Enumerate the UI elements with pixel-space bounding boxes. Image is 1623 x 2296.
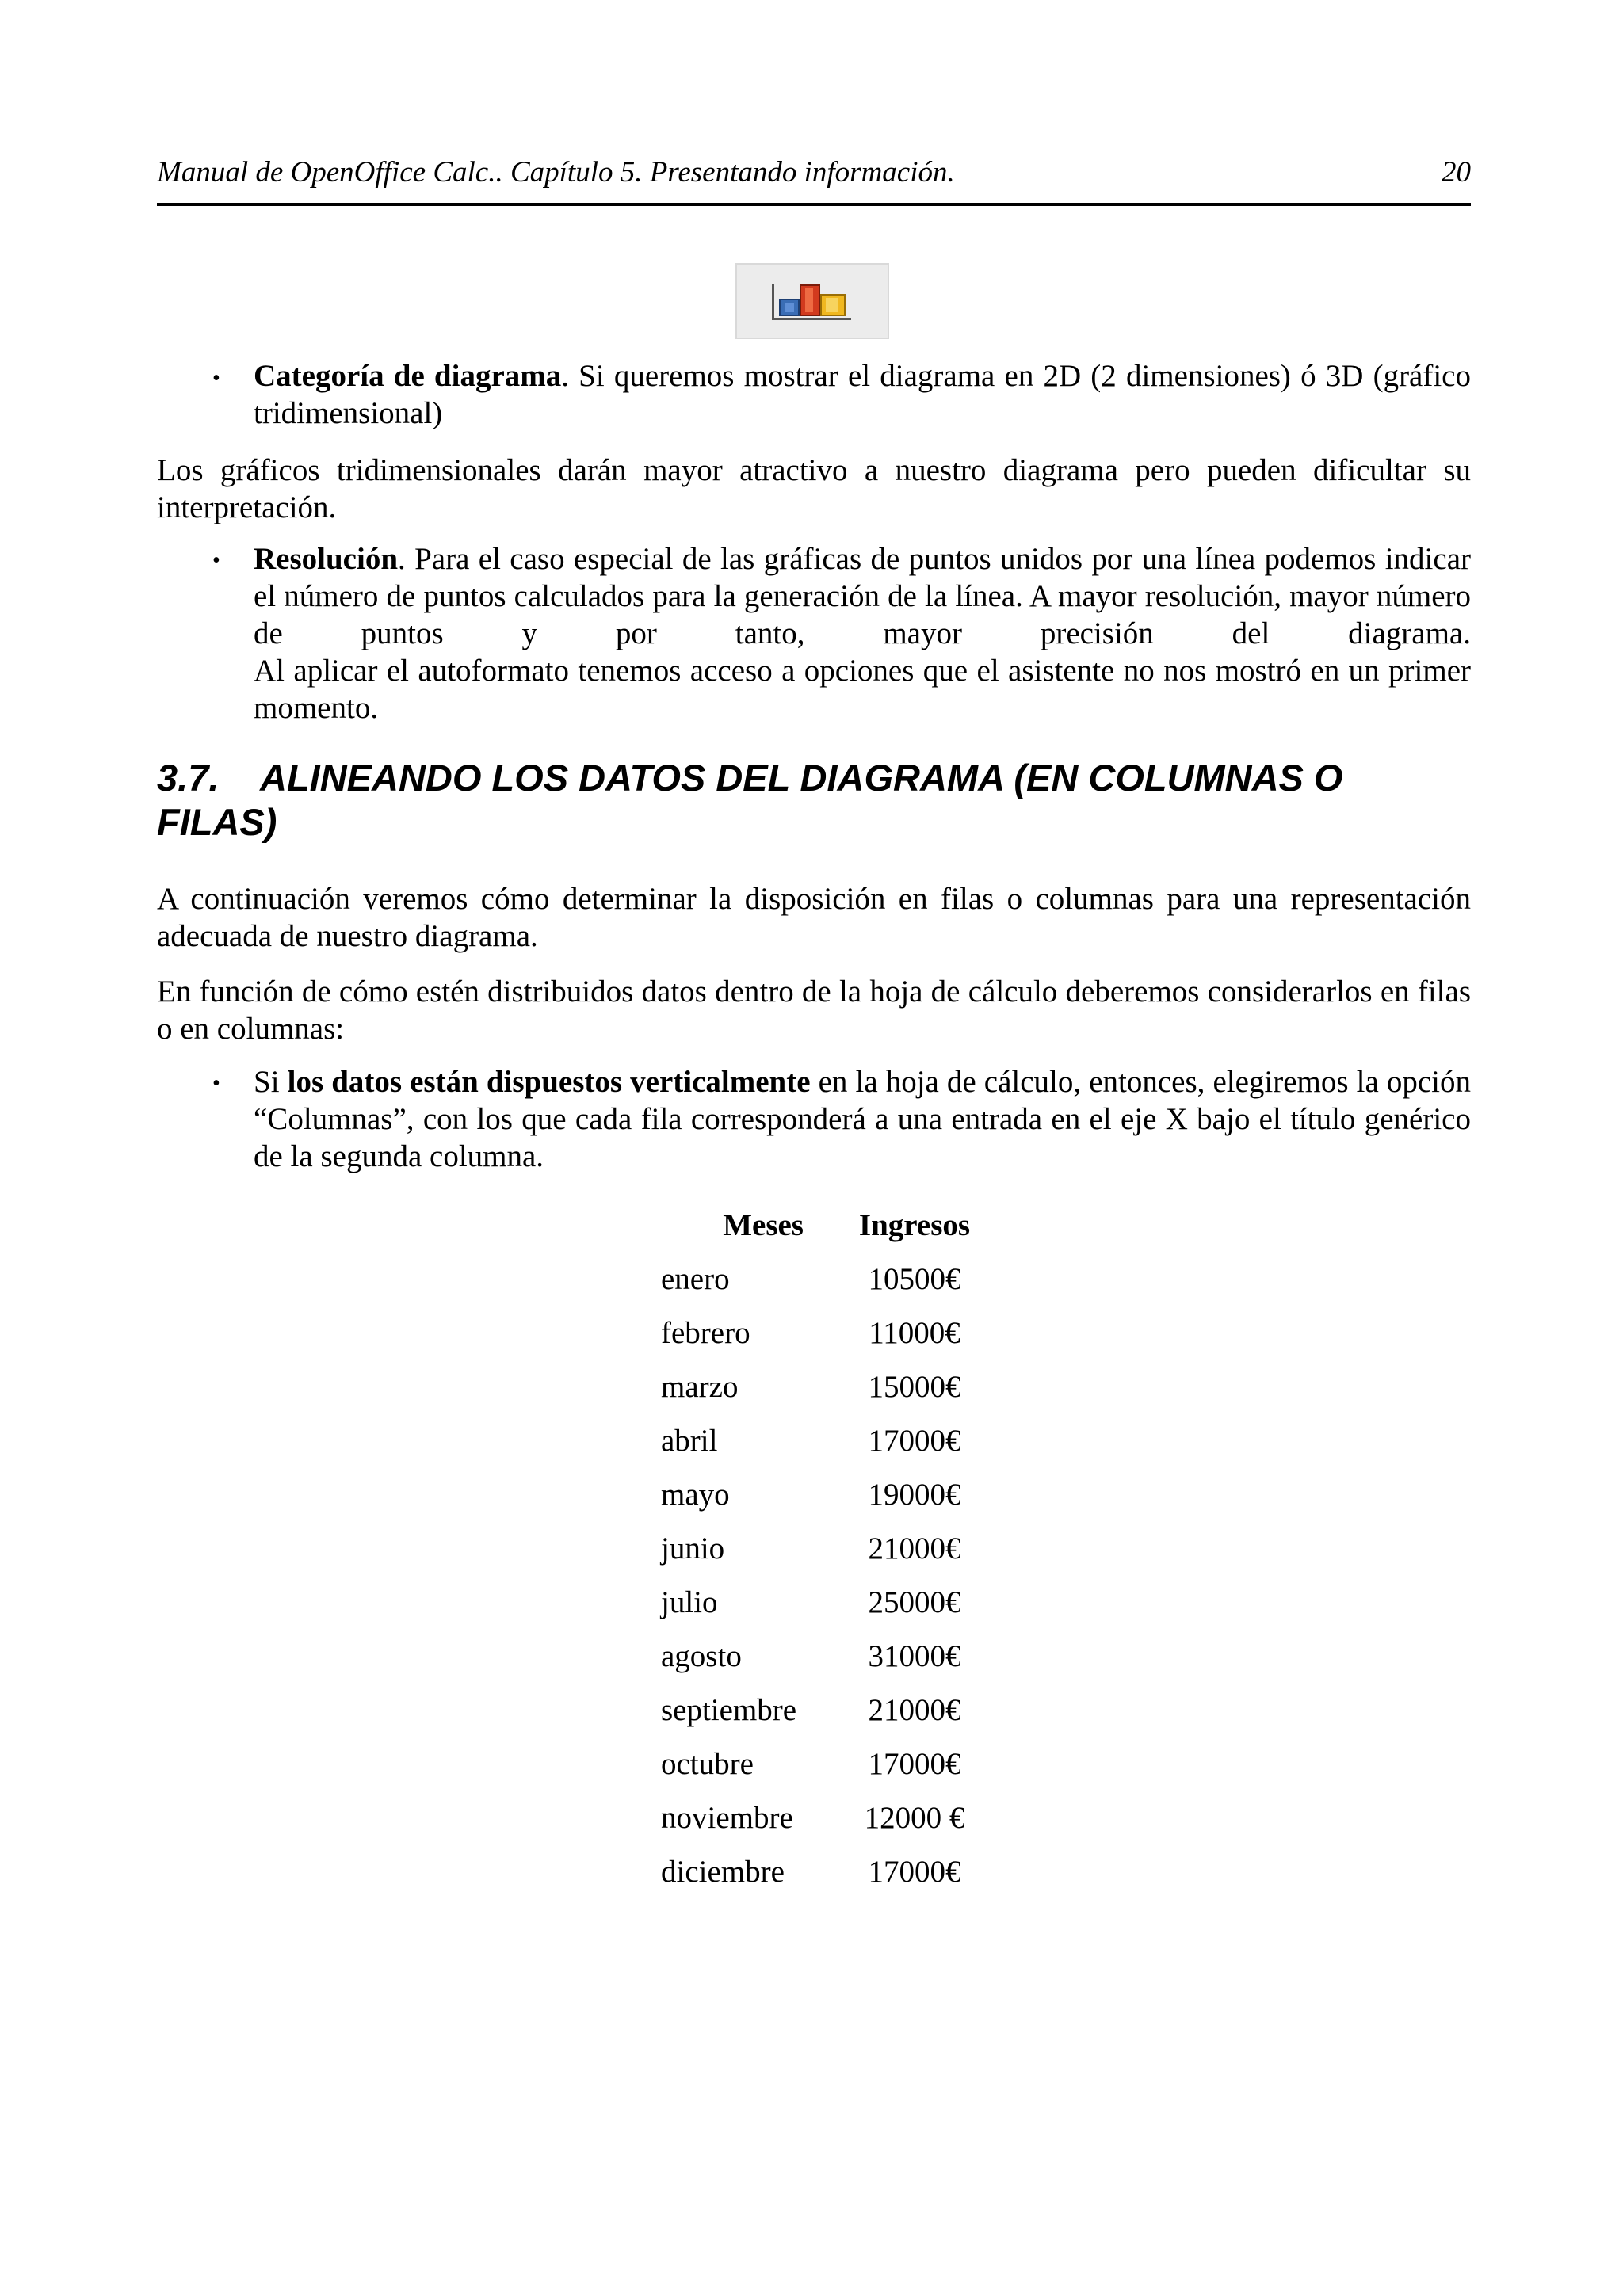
- paragraph-3d: Los gráficos tridimensionales darán mayor atractivo a nuestro diagrama pero pueden dificultar su interpretación.: [157, 453, 1471, 524]
- section-heading: [157, 756, 1471, 845]
- bullet-vertical-term: los datos están dispuestos verticalmente: [287, 1065, 811, 1099]
- page-number: 20: [1442, 156, 1471, 189]
- month-cell: mayo: [661, 1477, 730, 1512]
- bullet-resolucion-p2: Al aplicar el autoformato tenemos acceso a opciones que el asistente no nos mostró en un primer momento.: [254, 654, 1471, 725]
- header-title: Manual de OpenOffice Calc.. Capítulo 5. Presentando información.: [157, 156, 955, 189]
- income-cell: 10500€: [868, 1261, 961, 1296]
- table-row: [656, 1737, 994, 1791]
- income-cell: 19000€: [868, 1477, 961, 1512]
- table-row: [656, 1683, 994, 1737]
- bullet-resolucion-p1: [254, 540, 1471, 652]
- page-header: [157, 155, 1471, 206]
- table-row: [656, 1791, 994, 1844]
- income-cell: 17000€: [868, 1854, 961, 1889]
- chart-bar-icon-graphic: [737, 265, 891, 341]
- month-cell: agosto: [661, 1638, 742, 1673]
- paragraph-intro: A continuación veremos cómo determinar la disposición en filas o columnas para una representación adecuada de nuestro diagrama.: [157, 882, 1471, 953]
- table-row: [656, 1413, 994, 1467]
- income-cell: 15000€: [868, 1369, 961, 1404]
- table-row: [656, 1360, 994, 1413]
- header-ingresos: Ingresos: [858, 1207, 971, 1242]
- table-row: [656, 1629, 994, 1683]
- income-cell: 21000€: [868, 1692, 961, 1727]
- month-cell: diciembre: [661, 1854, 785, 1889]
- income-cell: 31000€: [868, 1638, 961, 1673]
- income-cell: 17000€: [868, 1423, 961, 1458]
- bullet-marker: •: [212, 548, 220, 573]
- month-cell: noviembre: [661, 1800, 793, 1835]
- income-cell: 25000€: [868, 1585, 961, 1619]
- bullet-resolucion-term: Resolución: [254, 542, 399, 576]
- bullet-categoria-term: Categoría de diagrama: [254, 359, 562, 393]
- income-table: [656, 1198, 994, 1898]
- table-row: [656, 1575, 994, 1629]
- income-cell: 21000€: [868, 1531, 961, 1566]
- table-row: [656, 1844, 994, 1898]
- bullet-categoria: [254, 357, 1471, 432]
- section-title: ALINEANDO LOS DATOS DEL DIAGRAMA (EN COLUMNAS O FILAS): [157, 757, 1343, 843]
- bullet-vertical: [254, 1063, 1471, 1175]
- month-cell: febrero: [661, 1315, 750, 1350]
- chart-bar-icon: [735, 263, 889, 339]
- section-number: 3.7.: [157, 757, 220, 799]
- month-cell: marzo: [661, 1369, 739, 1404]
- month-cell: julio: [661, 1585, 718, 1619]
- bullet-resolucion-text: . Para el caso especial de las gráficas de puntos unidos por una línea podemos indicar el número de puntos calculados para la generación de la línea. A mayor resolución, mayor número de puntos y por tanto, mayor precisión del diagrama.: [254, 542, 1471, 650]
- month-cell: enero: [661, 1261, 730, 1296]
- bullet-marker: •: [212, 1071, 220, 1096]
- bullet-vertical-text: en la hoja de cálculo, entonces, elegiremos la opción “Columnas”, con los que cada fila corresponderá a una entrada en el eje X bajo el título genérico de la segunda columna.: [254, 1065, 1472, 1173]
- month-cell: abril: [661, 1423, 718, 1458]
- bullet-categoria-text: . Si queremos mostrar el diagrama en 2D (2 dimensiones) ó 3D (gráfico tridimensional): [254, 359, 1471, 430]
- header-meses: Meses: [723, 1207, 804, 1242]
- income-cell: 17000€: [868, 1746, 961, 1781]
- month-cell: octubre: [661, 1746, 754, 1781]
- month-cell: septiembre: [661, 1692, 797, 1727]
- bullet-marker: •: [212, 366, 220, 391]
- month-cell: junio: [661, 1531, 725, 1566]
- table-row: [656, 1467, 994, 1521]
- income-cell: 11000€: [869, 1315, 960, 1350]
- income-cell: 12000 €: [864, 1800, 965, 1835]
- paragraph-funcion: En función de cómo estén distribuidos datos dentro de la hoja de cálculo deberemos considerarlos en filas o en columnas:: [157, 974, 1471, 1046]
- table-row: [656, 1521, 994, 1575]
- table-row: [656, 1252, 994, 1306]
- table-row: [656, 1306, 994, 1360]
- table-header-row: [656, 1198, 994, 1252]
- bullet-vertical-pre: Si: [254, 1065, 288, 1099]
- bullet-resolucion: [254, 540, 1471, 727]
